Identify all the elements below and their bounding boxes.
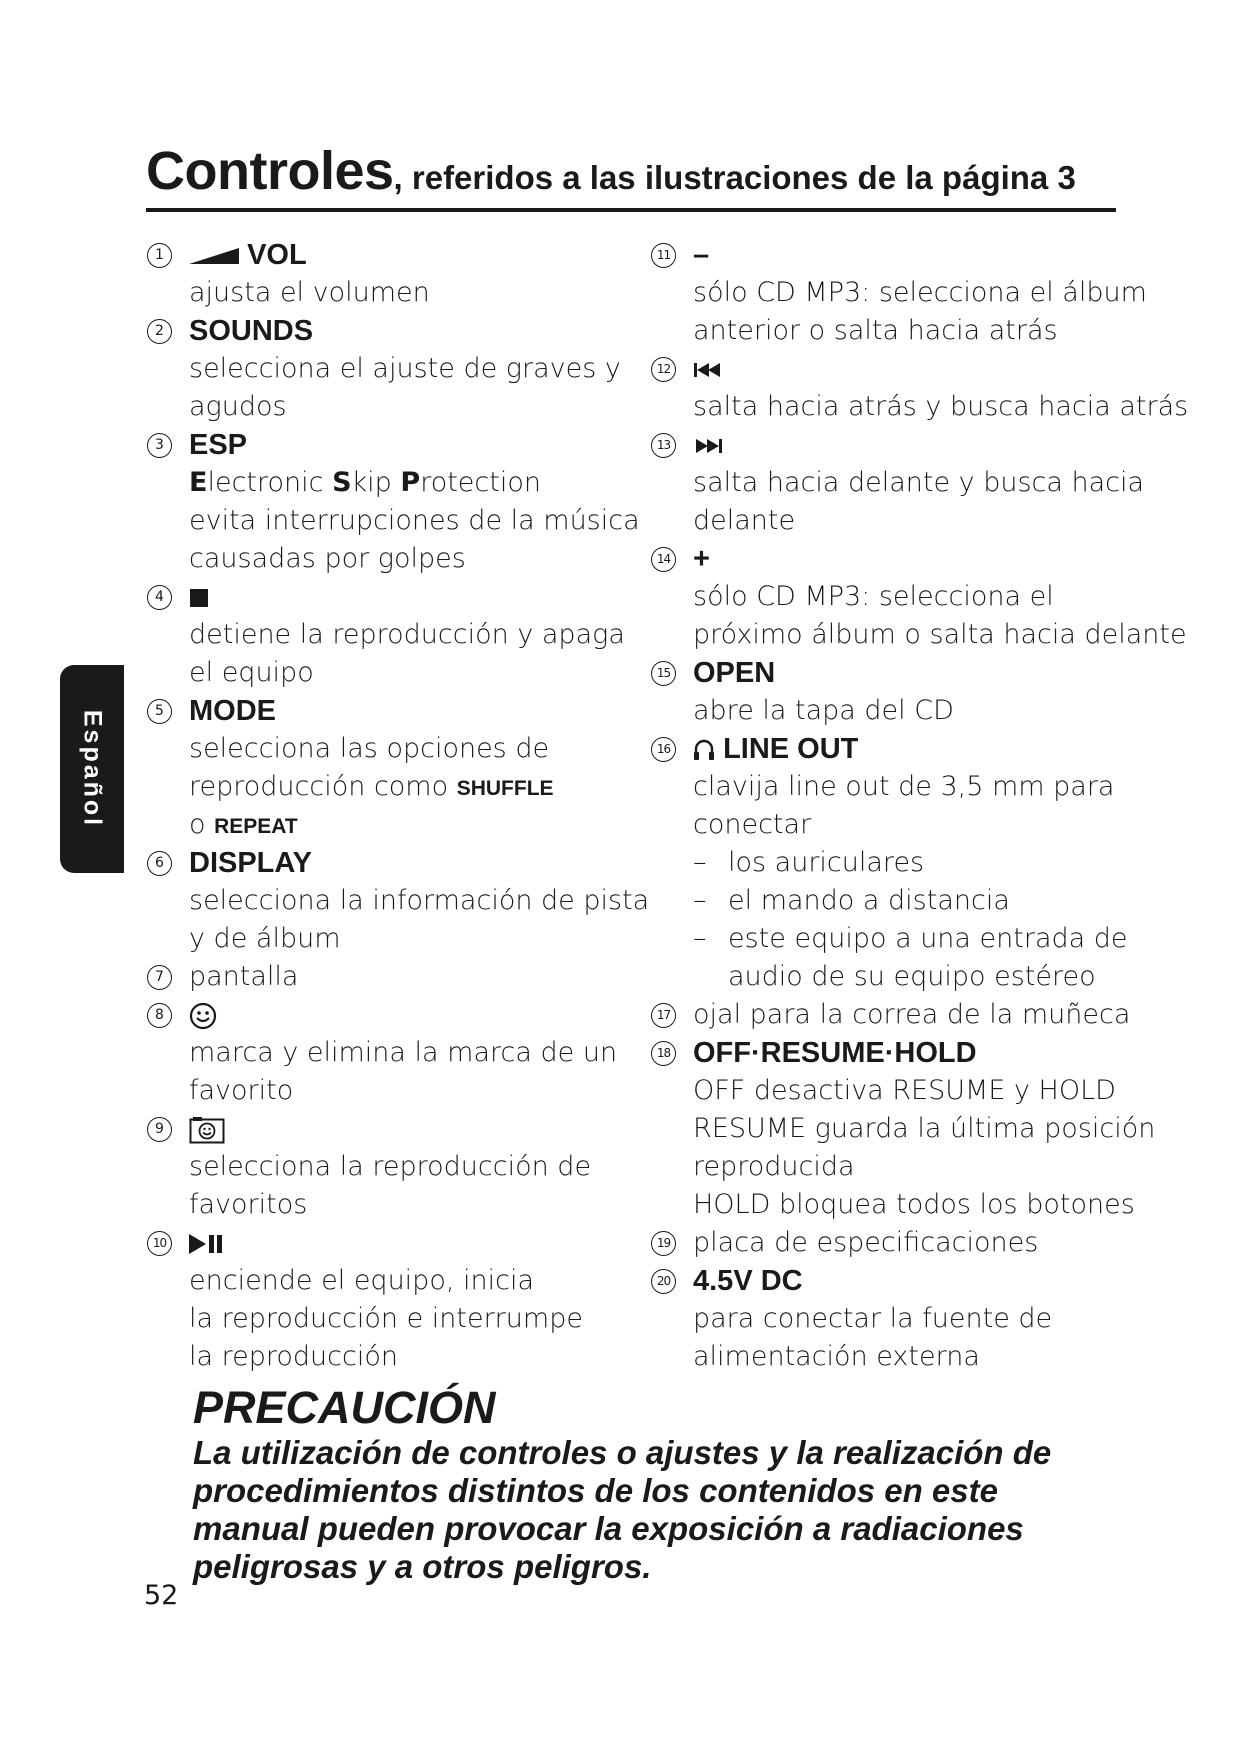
item-desc: causadas por golpes	[189, 543, 466, 574]
item-label: ojal para la correa de la muñeca	[693, 999, 1131, 1030]
next-icon	[693, 438, 723, 454]
item-desc: favoritos	[189, 1189, 308, 1220]
list-item	[648, 426, 1128, 464]
stop-icon	[189, 588, 209, 608]
page-title	[146, 140, 1116, 202]
item-desc: reproducción como SHUFFLE	[189, 771, 554, 802]
volume-ramp-icon	[189, 247, 239, 265]
list-item	[648, 654, 1128, 692]
esp-expansion: Electronic Skip Protection	[189, 467, 541, 498]
item-label: 4.5V DC	[693, 1265, 803, 1297]
headphones-icon	[693, 738, 715, 762]
item-desc: sólo CD MP3: selecciona el	[693, 581, 1054, 612]
item-number: 1	[147, 243, 172, 268]
right-column	[648, 236, 1189, 1376]
shuffle-label: SHUFFLE	[456, 777, 554, 800]
item-number: 4	[147, 585, 172, 610]
item-desc: detiene la reproducción y apaga	[189, 619, 625, 650]
list-item	[144, 958, 614, 996]
item-desc: evita interrupciones de la música	[189, 505, 640, 536]
item-desc: RESUME guarda la última posición	[693, 1113, 1156, 1144]
item-number: 9	[147, 1117, 172, 1142]
list-item	[144, 312, 614, 350]
item-number: 2	[147, 319, 172, 344]
item-desc: o REPEAT	[189, 809, 298, 840]
caution-block	[193, 1382, 1113, 1586]
list-item	[648, 1034, 1128, 1072]
item-number: 19	[651, 1231, 676, 1256]
item-number: 7	[147, 965, 172, 990]
list-item	[144, 1110, 614, 1148]
item-desc: OFF desactiva RESUME y HOLD	[693, 1075, 1116, 1106]
item-desc: sólo CD MP3: selecciona el álbum	[693, 277, 1147, 308]
item-desc: delante	[693, 505, 796, 536]
title-rule	[146, 208, 1116, 212]
list-item	[648, 1262, 1128, 1300]
item-desc: salta hacia atrás y busca hacia atrás	[693, 391, 1189, 422]
item-desc: selecciona las opciones de	[189, 733, 550, 764]
item-desc: ajusta el volumen	[189, 277, 430, 308]
list-item	[648, 540, 1128, 578]
page-number: 52	[144, 1580, 179, 1611]
list-item	[144, 1224, 614, 1262]
item-desc: próximo álbum o salta hacia delante	[693, 619, 1187, 650]
list-item	[144, 426, 614, 464]
item-number: 20	[651, 1269, 676, 1294]
previous-icon	[693, 362, 723, 378]
list-item	[648, 1224, 1128, 1262]
item-number: 11	[651, 243, 676, 268]
item-label: MODE	[189, 695, 276, 727]
item-label: SOUNDS	[189, 315, 314, 347]
item-number: 18	[651, 1041, 676, 1066]
item-desc: clavija line out de 3,5 mm para	[693, 771, 1115, 802]
item-label: LINE OUT	[723, 733, 859, 765]
left-column	[144, 236, 650, 1376]
list-item	[144, 692, 614, 730]
item-label: –	[693, 239, 710, 271]
item-label: pantalla	[189, 961, 299, 992]
item-number: 16	[651, 737, 676, 762]
list-item	[144, 578, 614, 616]
list-item	[144, 844, 614, 882]
item-number: 10	[147, 1231, 172, 1256]
title-main: Controles	[146, 141, 394, 201]
list-item	[144, 236, 614, 274]
item-number: 12	[651, 357, 676, 382]
caution-line: peligrosas y a otros peligros.	[193, 1548, 652, 1585]
item-number: 8	[147, 1003, 172, 1028]
list-item	[648, 996, 1131, 1034]
item-label: DISPLAY	[189, 847, 313, 879]
item-label: placa de especificaciones	[693, 1227, 1039, 1258]
item-label: OFF·RESUME·HOLD	[693, 1037, 977, 1069]
caution-line: manual pueden provocar la exposición a radiaciones	[193, 1510, 1024, 1547]
language-tab-label: Español	[78, 709, 107, 829]
item-desc: salta hacia delante y busca hacia	[693, 467, 1145, 498]
item-number: 6	[147, 851, 172, 876]
item-desc: enciende el equipo, inicia	[189, 1265, 535, 1296]
item-desc: conectar	[693, 809, 812, 840]
list-item	[144, 996, 614, 1034]
item-number: 5	[147, 699, 172, 724]
sub-list-item: – los auriculares	[693, 847, 925, 878]
item-number: 14	[651, 547, 676, 572]
item-desc: selecciona el ajuste de graves y	[189, 353, 621, 384]
list-item	[648, 730, 1128, 768]
item-desc: la reproducción	[189, 1341, 398, 1372]
item-desc: anterior o salta hacia atrás	[693, 315, 1058, 346]
sub-list-item-cont: audio de su equipo estéreo	[728, 961, 1096, 992]
item-desc: y de álbum	[189, 923, 341, 954]
item-desc: abre la tapa del CD	[693, 695, 954, 726]
caution-line: procedimientos distintos de los contenidos en este	[193, 1472, 998, 1509]
item-number: 17	[651, 1003, 676, 1028]
item-label: VOL	[247, 239, 307, 271]
item-desc: agudos	[189, 391, 287, 422]
caution-line: La utilización de controles o ajustes y la realización de	[193, 1434, 1052, 1471]
item-number: 3	[147, 433, 172, 458]
sub-list-item: – el mando a distancia	[693, 885, 1010, 916]
item-desc: favorito	[189, 1075, 294, 1106]
item-desc: marca y elimina la marca de un	[189, 1037, 618, 1068]
item-desc: selecciona la información de pista	[189, 885, 650, 916]
item-desc: reproducida	[693, 1151, 855, 1182]
item-number: 13	[651, 433, 676, 458]
language-tab	[60, 665, 124, 873]
item-number: 15	[651, 661, 676, 686]
item-label: OPEN	[693, 657, 776, 689]
item-label: ESP	[189, 429, 248, 461]
item-desc: selecciona la reproducción de	[189, 1151, 592, 1182]
sub-list-item: – este equipo a una entrada de	[693, 923, 1128, 954]
smiley-favorite-icon	[189, 1002, 217, 1030]
title-sub: , referidos a las ilustraciones de la página 3	[393, 159, 1076, 196]
item-desc: HOLD bloquea todos los botones	[693, 1189, 1135, 1220]
caution-title: PRECAUCIÓN	[193, 1382, 496, 1433]
list-item	[648, 350, 1128, 388]
play-pause-icon	[189, 1233, 225, 1255]
list-item	[648, 236, 1128, 274]
item-desc: alimentación externa	[693, 1341, 980, 1372]
favorites-playback-icon	[189, 1116, 225, 1144]
item-label: +	[693, 543, 710, 575]
item-desc: el equipo	[189, 657, 314, 688]
item-desc: la reproducción e interrumpe	[189, 1303, 583, 1334]
repeat-label: REPEAT	[214, 815, 298, 838]
item-desc: para conectar la fuente de	[693, 1303, 1053, 1334]
